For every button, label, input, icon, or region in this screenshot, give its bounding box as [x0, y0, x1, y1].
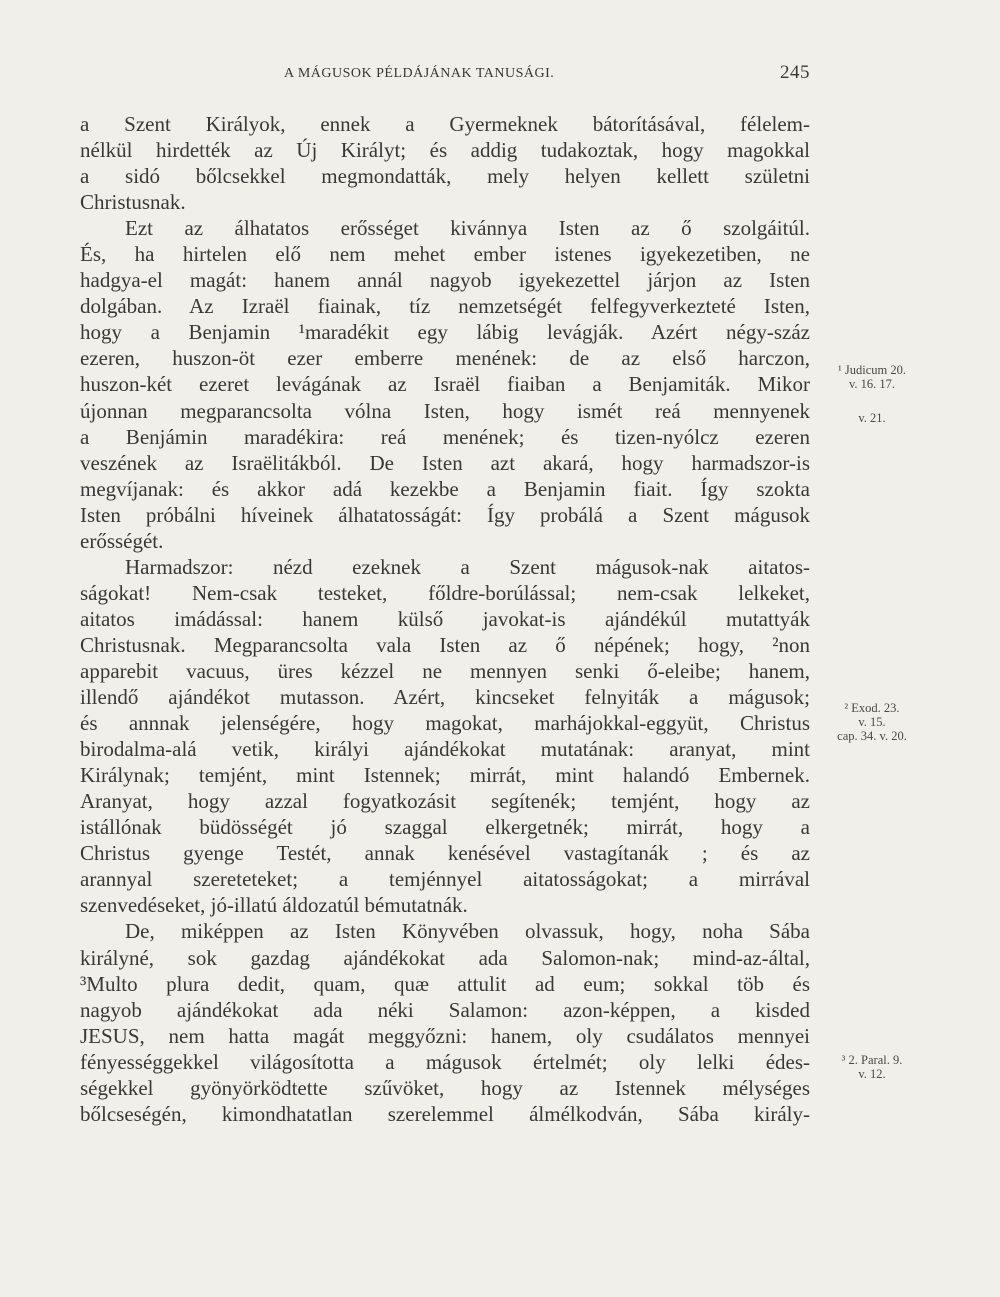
text-line: birodalma-alá vetik, királyi ajándékokat mutatának: aranyat, mint [80, 737, 810, 762]
text-line: a Benjámin maradékira: reá menének; és tizen-nyólcz ezeren [80, 424, 810, 449]
text-line: megvíjanak: és akkor adá kezekbe a Benjamin fiait. Így szokta [80, 476, 810, 501]
margin-note-line: cap. 34. v. 20. [837, 729, 907, 743]
text-line: hogy a Benjamin ¹maradékit egy lábig levágják. Azért négy-száz [80, 320, 810, 345]
text-line: újonnan megparancsolta vólna Isten, hogy ismét reá mennyenek [80, 398, 810, 423]
text-line: Harmadszor: nézd ezeknek a Szent mágusok-nak aitatos- [125, 554, 810, 579]
text-line: istállónak büdösségét jó szaggal elkergetnék; mirrát, hogy a [80, 815, 810, 840]
text-line: Christusnak. [80, 190, 186, 215]
text-line: ezeren, huszon-öt ezer emberre menének: de az első harczon, [80, 346, 810, 371]
text-line: dolgában. Az Izraël fiainak, tíz nemzetségét felfegyverkezteté Isten, [80, 294, 810, 319]
margin-note-line: v. 16. 17. [848, 377, 896, 391]
text-line: fényességgekkel világosította a mágusok értelmét; oly lelki édes- [80, 1049, 810, 1074]
text-line: Királynak; temjént, mint Istennek; mirrát, mint halandó Embernek. [80, 763, 810, 788]
margin-note-v21 [822, 411, 922, 425]
text-line: arannyal szereteteket; a temjénnyel aitatosságokat; a mirrával [80, 867, 810, 892]
text-line: hadgya-el magát: hanem annál nagyob igyekezettel járjon az Isten [80, 268, 810, 293]
margin-note-judicum [822, 363, 922, 391]
running-title: A MÁGUSOK PÉLDÁJÁNAK TANUSÁGI. [284, 66, 555, 81]
text-line: De, miképpen az Isten Könyvében olvassuk, hogy, noha Sába [125, 919, 810, 944]
text-line: Ezt az álhatatos erősséget kivánnya Isten az ő szolgáitúl. [125, 216, 810, 241]
body-text [80, 111, 810, 1127]
text-line: ségekkel gyönyörködtette szűvöket, hogy az Istennek mélységes [80, 1075, 810, 1100]
paragraph-2 [80, 215, 810, 554]
margin-note-line: ¹ Judicum 20. [838, 363, 906, 377]
margin-note-paral [822, 1053, 922, 1081]
margin-note-line: v. 15. [858, 715, 886, 729]
text-line: aitatos imádással: hanem külső javokat-is ajándékúl mutattyák [80, 606, 810, 631]
text-line: bőlcseségén, kimondhatatlan szerelemmel álmélkodván, Sába király- [80, 1101, 810, 1126]
paragraph-4 [80, 918, 810, 1126]
margin-note-line: ² Exod. 23. [844, 701, 900, 715]
text-line: erősségét. [80, 528, 164, 553]
text-line: veszének az Israëlitákból. De Isten azt akará, hogy harmadszor-is [80, 450, 810, 475]
text-line: És, ha hirtelen elő nem mehet ember istenes igyekezetiben, ne [80, 242, 810, 267]
text-line: szenvedéseket, jó-illatú áldozatúl bémutatnák. [80, 893, 468, 918]
text-line: a Szent Királyok, ennek a Gyermeknek bátorításával, félelem- [80, 112, 810, 136]
text-line: Christusnak. Megparancsolta vala Isten az ő népének; hogy, ²non [80, 632, 810, 657]
text-line: királyné, sok gazdag ajándékokat ada Salomon-nak; mind-az-által, [80, 945, 810, 970]
margin-note-line: ³ 2. Paral. 9. [841, 1053, 903, 1067]
page-number: 245 [780, 62, 810, 83]
margin-note-line: v. 21. [858, 411, 886, 425]
text-line: ³Multo plura dedit, quam, quæ attulit ad eum; sokkal töb és [80, 971, 810, 996]
text-line: és annnak jelenségére, hogy magokat, marhájokkal-eggyüt, Christus [80, 711, 810, 736]
text-line: JESUS, nem hatta magát meggyőzni: hanem, oly csudálatos mennyei [80, 1023, 810, 1048]
margin-note-exodus [822, 701, 922, 743]
text-line: Christus gyenge Testét, annak kenésével vastagítanák ; és az [80, 841, 810, 866]
text-line: ságokat! Nem-csak testeket, főldre-borúlással; nem-csak lelkeket, [80, 580, 810, 605]
paragraph-1 [80, 111, 810, 215]
text-line: huszon-két ezeret levágának az Israël fiaiban a Benjamiták. Mikor [80, 372, 810, 397]
text-line: illendő ajándékot mutasson. Azért, kincseket felnyiták a mágusok; [80, 685, 810, 710]
paragraph-3 [80, 554, 810, 919]
text-line: apparebit vacuus, üres kézzel ne mennyen senki ő-eleibe; hanem, [80, 658, 810, 683]
text-line: nélkül hirdették az Új Királyt; és addig tudakoztak, hogy magokkal [80, 138, 810, 163]
text-line: Aranyat, hogy azzal fogyatkozásit segítenék; temjént, hogy az [80, 789, 810, 814]
running-header [250, 62, 810, 86]
text-line: a sidó bőlcsekkel megmondatták, mely helyen kellett születni [80, 164, 810, 189]
margin-note-line: v. 12. [858, 1067, 886, 1081]
text-line: nagyob ajándékokat ada néki Salamon: azon-képpen, a kisded [80, 997, 810, 1022]
text-line: Isten próbálni híveinek álhatatosságát: Így probálá a Szent mágusok [80, 502, 810, 527]
